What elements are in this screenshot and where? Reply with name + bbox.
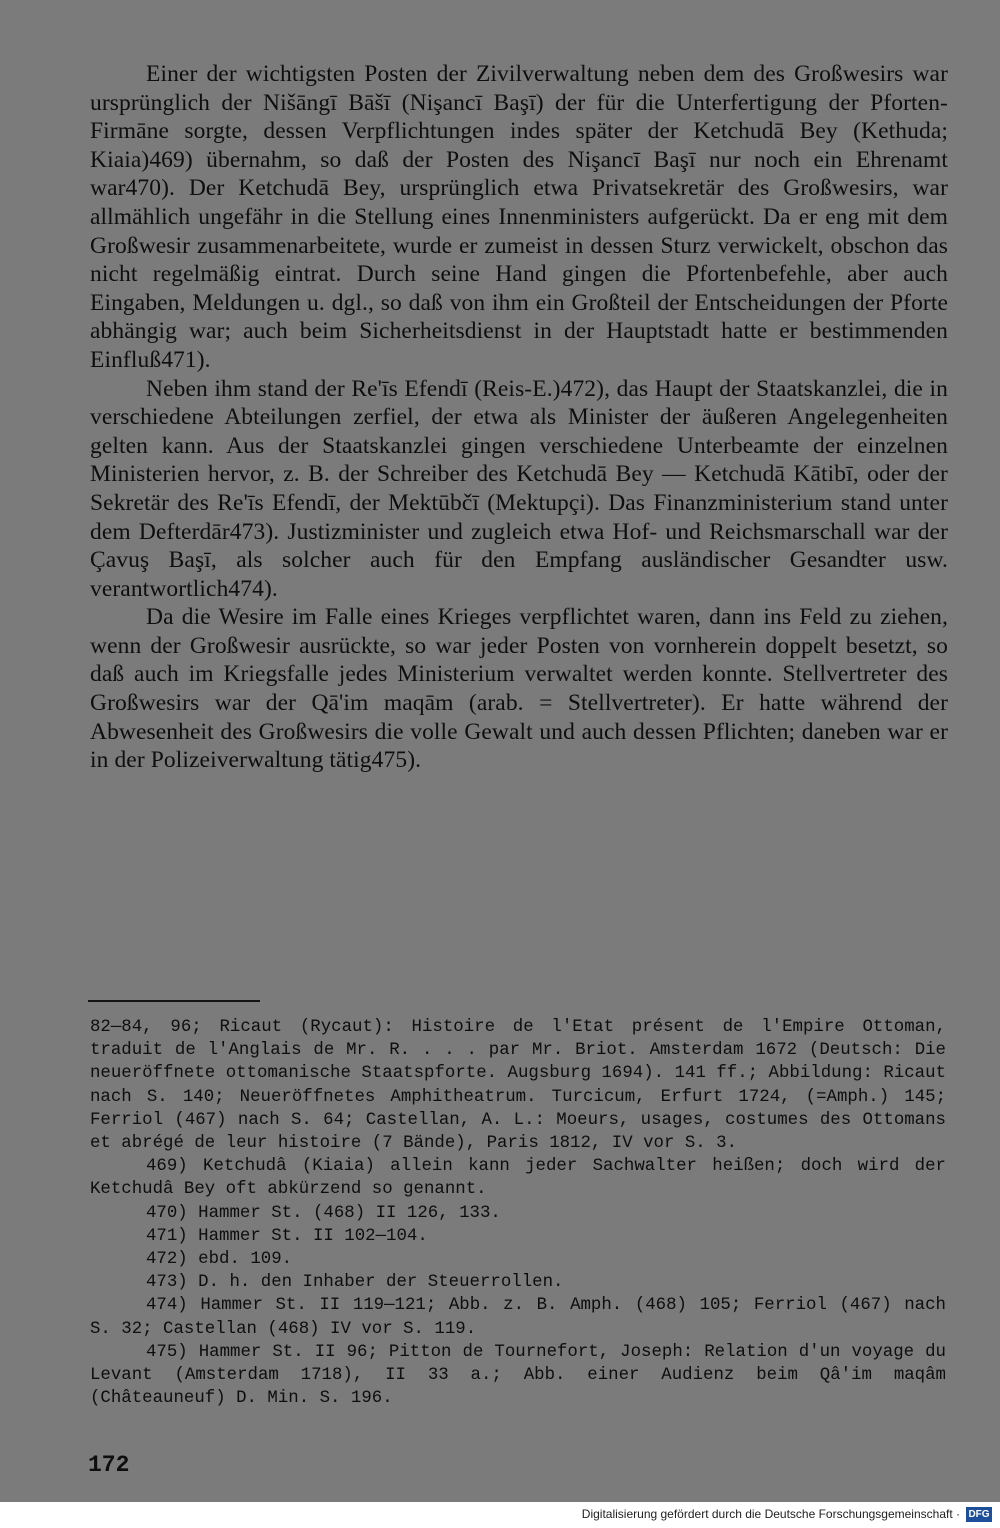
paragraph: Einer der wichtigsten Posten der Zivilverwaltung neben dem des Großwesirs war ursprünglich der Nišāngī Bāšī (Nişancī Başī) der für die Unterfertigung der Pforten-Firmāne sorgte, dessen Verpflichtungen indes später der Ketchudā Bey (Kethuda; Kiaia)469) übernahm, so daß der Posten des Nişancī Başī nur noch ein Ehrenamt war470). Der Ketchudā Bey, ursprünglich etwa Privatsekretär des Großwesirs, war allmählich ungefähr in die Stellung eines Innenministers aufgerückt. Da er eng mit dem Großwesir zusammenarbeitete, wurde er zumeist in dessen Sturz verwickelt, obschon das nicht regelmäßig eintrat. Durch seine Hand gingen die Pfortenbefehle, aber auch Eingaben, Meldungen u. dgl., so daß von ihm ein Großteil der Entscheidungen der Pforte abhängig war; auch beim Sicherheitsdienst in der Hauptstadt hatte er bestimmenden Einfluß471). <box>90 61 948 373</box>
footnote-continuation: 82—84, 96; Ricaut (Rycaut): Histoire de l'Etat présent de l'Empire Ottoman, traduit de l'Anglais de Mr. R. . . . par Mr. Briot. Amsterdam 1672 (Deutsch: Die neueröffnete ottomanische Staatspforte. Augsburg 1694). 141 ff.; Abbildung: Ricaut nach S. 140; Neueröffnetes Amphitheatrum. Turcicum, Erfurt 1724, (=Amph.) 145; Ferriol (467) nach S. 64; Castellan, A. L.: Moeurs, usages, costumes des Ottomans et abrégé de leur histoire (7 Bände), Paris 1812, IV vor S. 3. <box>90 1018 946 1154</box>
footnotes <box>90 1016 946 1410</box>
footnote-469: 469) Ketchudâ (Kiaia) allein kann jeder Sachwalter heißen; doch wird der Ketchudâ Bey oft abkürzend so genannt. <box>90 1157 946 1200</box>
funding-credit-text: Digitalisierung gefördert durch die Deutsche Forschungsgemeinschaft · <box>581 1507 960 1521</box>
funding-credit-bar <box>0 1502 1000 1528</box>
paragraph: Da die Wesire im Falle eines Krieges verpflichtet waren, dann ins Feld zu ziehen, wenn der Großwesir ausrückte, so war jeder Posten von vornherein doppelt besetzt, so daß auch im Kriegsfalle jedes Ministerium verwaltet werden konnte. Stellvertreter des Großwesirs war der Qā'im maqām (arab. = Stellvertreter). Er hatte während der Abwesenheit des Großwesirs die volle Gewalt und auch dessen Pflichten; daneben war er in der Polizeiverwaltung tätig475). <box>90 604 948 774</box>
page-number: 172 <box>88 1452 130 1478</box>
footnote-472: 472) ebd. 109. <box>146 1250 293 1270</box>
main-text <box>90 60 948 775</box>
footnote-475: 475) Hammer St. II 96; Pitton de Tournefort, Joseph: Relation d'un voyage du Levant (Amsterdam 1718), II 33 a.; Abb. einer Audienz beim Qâ'im maqâm (Châteauneuf) D. Min. S. 196. <box>90 1342 946 1409</box>
paragraph: Neben ihm stand der Re'īs Efendī (Reis-E.)472), das Haupt der Staatskanzlei, die in verschiedene Abteilungen zerfiel, der etwa als Minister der äußeren Angelegenheiten gelten kann. Aus der Staatskanzlei gingen verschiedene Unterbeamte der einzelnen Ministerien hervor, z. B. der Schreiber des Ketchudā Bey — Ketchudā Kātibī, oder der Sekretär des Re'īs Efendī, der Mektūbčī (Mektupçi). Das Finanzministerium stand unter dem Defterdār473). Justizminister und zugleich etwa Hof- und Reichsmarschall war der Çavuş Başī, als solcher auch für den Empfang ausländischer Gesandter usw. verantwortlich474). <box>90 375 948 602</box>
footnote-474: 474) Hammer St. II 119—121; Abb. z. B. Amph. (468) 105; Ferriol (467) nach S. 32; Castellan (468) IV vor S. 119. <box>90 1296 946 1339</box>
footnote-470: 470) Hammer St. (468) II 126, 133. <box>146 1203 501 1223</box>
footnote-473: 473) D. h. den Inhaber der Steuerrollen. <box>146 1273 564 1293</box>
dfg-logo-icon: DFG <box>966 1507 992 1522</box>
footnote-divider <box>88 1000 260 1002</box>
footnote-471: 471) Hammer St. II 102—104. <box>146 1226 428 1246</box>
